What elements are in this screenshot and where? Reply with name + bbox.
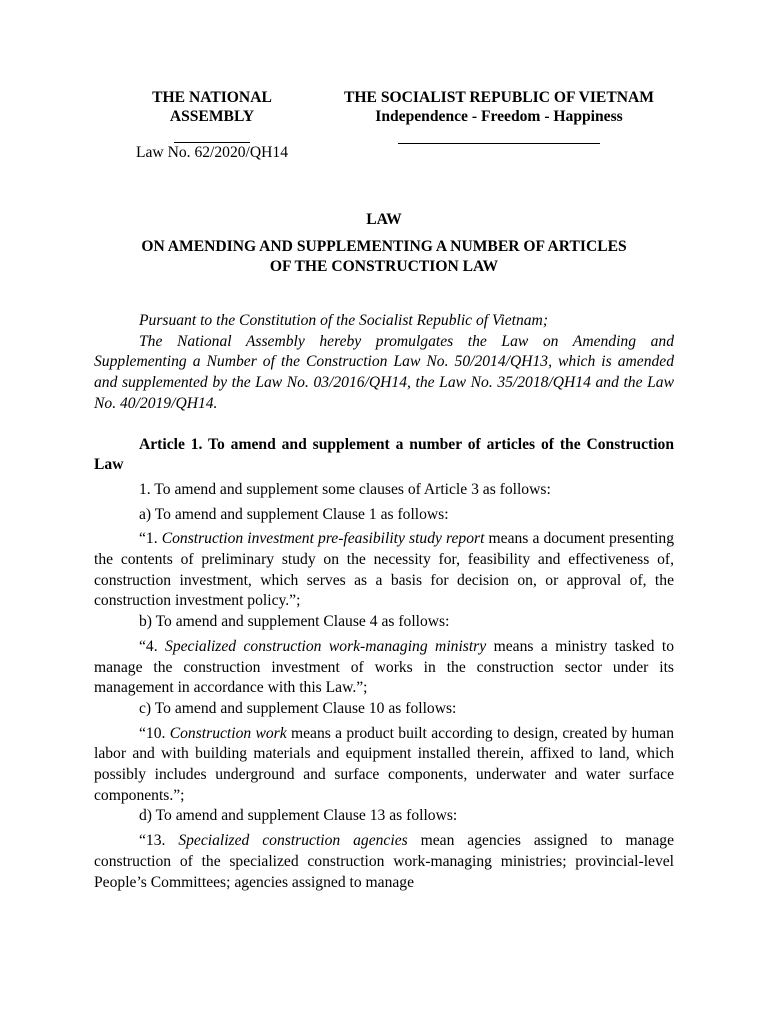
title-law: LAW [366, 211, 402, 228]
article-1-heading: Article 1. To amend and supplement a number of articles of the Construction Law [94, 435, 674, 474]
defined-term: Specialized construction work-managing ministry [165, 637, 487, 655]
state-motto: Independence - Freedom - Happiness [375, 108, 623, 125]
definition-text: means a document presenting the contents of preliminary study on the necessity for, feasibility and effectiveness of, construction investment, which serves as a basis for decision on, or approval of, the construction investment policy.”; [94, 530, 675, 610]
law-number: Law No. 62/2020/QH14 [135, 144, 289, 161]
point-a-definition [94, 529, 674, 612]
point-b-definition [94, 637, 674, 699]
point-a-intro: a) To amend and supplement Clause 1 as follows: [139, 505, 449, 523]
defined-term: Specialized construction agencies [178, 832, 408, 850]
issuer-name-line2: ASSEMBLY [169, 108, 255, 125]
title-line-1: ON AMENDING AND SUPPLEMENTING A NUMBER OF ARTICLES [141, 238, 627, 255]
point-d-intro: d) To amend and supplement Clause 13 as follows: [139, 807, 458, 825]
defined-term: Construction work [169, 724, 287, 742]
issuer-block [112, 88, 312, 143]
preamble-promulgation: The National Assembly hereby promulgates the Law on Amending and Supplementing a Number of the Construction Law No. 50/2014/QH13, which is amended and supplemented by the Law No. 03/2016/QH14, the Law No. 35/2018/QH14 and the Law No. 40/2019/QH14. [94, 332, 674, 412]
point-d-definition [94, 831, 674, 893]
title-line-2: OF THE CONSTRUCTION LAW [269, 258, 499, 275]
point-c-definition [94, 724, 674, 807]
clause-1-intro: 1. To amend and supplement some clauses of Article 3 as follows: [139, 480, 551, 498]
point-c-intro: c) To amend and supplement Clause 10 as follows: [139, 699, 457, 717]
definition-number: “1. [139, 530, 162, 548]
definition-number: “10. [139, 724, 170, 742]
state-motto-block [318, 88, 680, 144]
definition-number: “4. [139, 637, 166, 655]
document-title [94, 210, 674, 277]
definition-number: “13. [139, 832, 179, 850]
defined-term: Construction investment pre-feasibility study report [161, 530, 485, 548]
preamble-constitution: Pursuant to the Constitution of the Socialist Republic of Vietnam; [139, 312, 549, 329]
document-body [94, 311, 674, 893]
state-name: THE SOCIALIST REPUBLIC OF VIETNAM [344, 89, 654, 106]
definition-text: mean agencies assigned to manage construction of the specialized construction work-managing ministries; provincial-level People’s Committees; agencies assigned to manage [94, 832, 674, 891]
definition-text: means a product built according to design, created by human labor and with building materials and equipment installed therein, affixed to land, which possibly includes underground and surface components, underwater and water surface components.”; [94, 724, 675, 804]
definition-text: means a ministry tasked to manage the construction investment of works in the construction sector under its management in accordance with this Law.”; [94, 637, 675, 697]
point-b-intro: b) To amend and supplement Clause 4 as follows: [139, 613, 450, 631]
motto-divider [398, 143, 600, 144]
issuer-name-line1: THE NATIONAL [152, 89, 272, 106]
